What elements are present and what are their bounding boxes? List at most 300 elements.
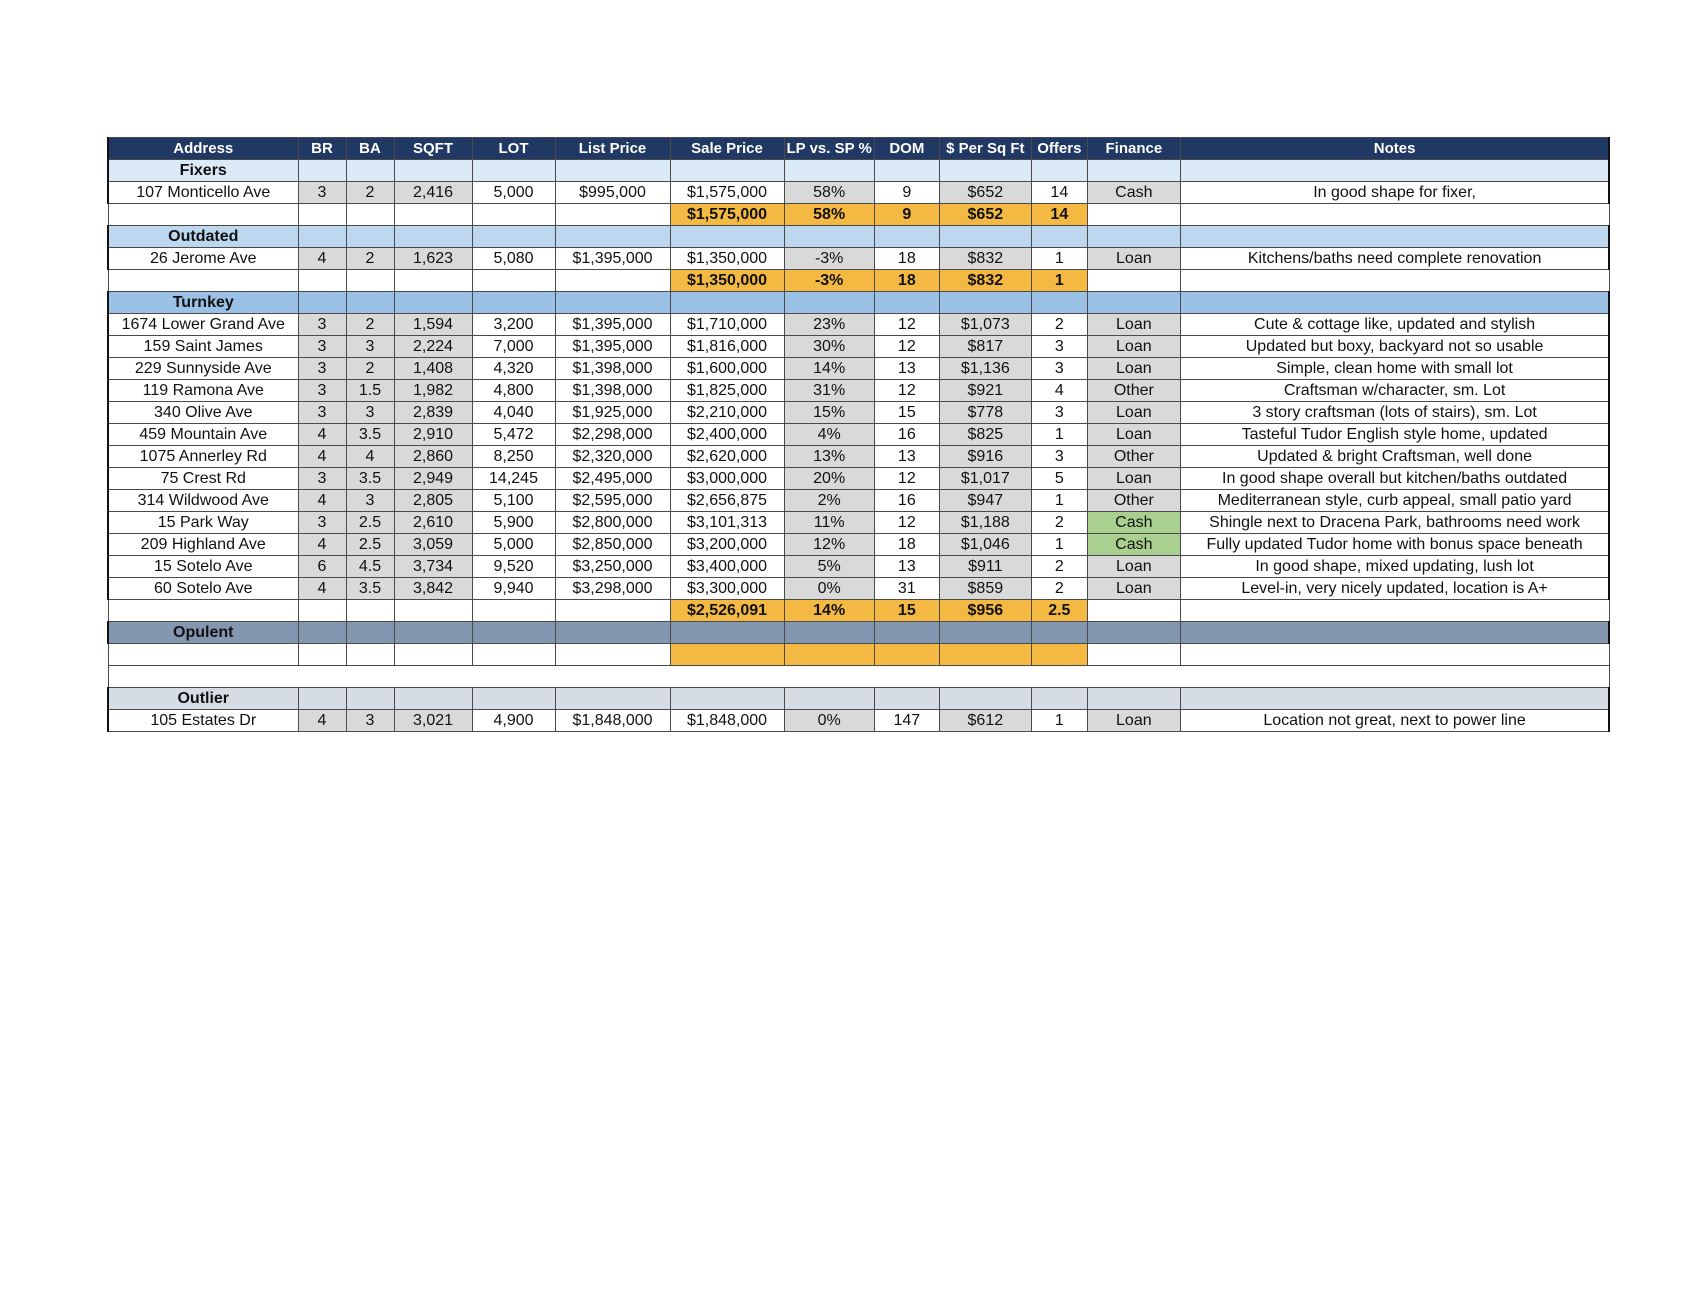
summary-ppsf: $956 xyxy=(939,600,1031,622)
summary-lpsp: 58% xyxy=(784,204,874,226)
cell-lpsp: 0% xyxy=(784,578,874,600)
cell-ba: 3.5 xyxy=(346,578,394,600)
section-cell xyxy=(346,688,394,710)
cell-dom: 16 xyxy=(874,490,939,512)
cell-finance: Other xyxy=(1087,380,1180,402)
table-row xyxy=(108,468,1609,490)
cell-ba: 4.5 xyxy=(346,556,394,578)
section-cell xyxy=(1087,688,1180,710)
cell-lot: 3,200 xyxy=(472,314,555,336)
section-cell xyxy=(784,226,874,248)
cell-offers: 3 xyxy=(1031,336,1087,358)
cell-sqft: 2,949 xyxy=(394,468,472,490)
header-price-per-sqft: $ Per Sq Ft xyxy=(939,138,1031,160)
section-cell xyxy=(394,292,472,314)
cell-address: 119 Ramona Ave xyxy=(108,380,298,402)
section-cell xyxy=(555,622,670,644)
cell-ba: 2 xyxy=(346,314,394,336)
section-cell xyxy=(298,622,346,644)
cell-lot: 4,900 xyxy=(472,710,555,732)
section-label-opulent: Opulent xyxy=(108,622,298,644)
summary-spacer xyxy=(472,270,555,292)
summary-sale: $2,526,091 xyxy=(670,600,784,622)
header-row xyxy=(108,138,1609,160)
summary-spacer xyxy=(394,644,472,666)
section-cell xyxy=(784,622,874,644)
section-cell xyxy=(939,160,1031,182)
cell-ba: 3 xyxy=(346,402,394,424)
cell-list: $1,398,000 xyxy=(555,358,670,380)
summary-spacer xyxy=(1087,204,1180,226)
header-finance: Finance xyxy=(1087,138,1180,160)
cell-ba: 2.5 xyxy=(346,534,394,556)
cell-sale: $1,825,000 xyxy=(670,380,784,402)
summary-spacer xyxy=(108,204,298,226)
summary-spacer xyxy=(298,270,346,292)
cell-ppsf: $1,188 xyxy=(939,512,1031,534)
cell-dom: 12 xyxy=(874,314,939,336)
cell-finance: Loan xyxy=(1087,710,1180,732)
cell-sale: $2,400,000 xyxy=(670,424,784,446)
summary-spacer xyxy=(298,204,346,226)
cell-finance: Loan xyxy=(1087,358,1180,380)
cell-br: 3 xyxy=(298,402,346,424)
section-cell xyxy=(346,160,394,182)
cell-sale: $2,210,000 xyxy=(670,402,784,424)
cell-list: $3,298,000 xyxy=(555,578,670,600)
section-cell xyxy=(784,160,874,182)
section-cell xyxy=(874,226,939,248)
cell-offers: 2 xyxy=(1031,556,1087,578)
cell-lpsp: 0% xyxy=(784,710,874,732)
cell-lpsp: 13% xyxy=(784,446,874,468)
cell-offers: 3 xyxy=(1031,402,1087,424)
section-cell xyxy=(1031,688,1087,710)
cell-lpsp: 58% xyxy=(784,182,874,204)
cell-offers: 1 xyxy=(1031,490,1087,512)
cell-list: $2,320,000 xyxy=(555,446,670,468)
cell-lot: 5,000 xyxy=(472,534,555,556)
summary-spacer xyxy=(472,644,555,666)
cell-lpsp: 12% xyxy=(784,534,874,556)
cell-dom: 12 xyxy=(874,380,939,402)
cell-lpsp: 31% xyxy=(784,380,874,402)
section-cell xyxy=(472,688,555,710)
cell-br: 4 xyxy=(298,248,346,270)
cell-notes: Updated & bright Craftsman, well done xyxy=(1180,446,1609,468)
cell-ppsf: $947 xyxy=(939,490,1031,512)
table-row xyxy=(108,710,1609,732)
cell-address: 15 Sotelo Ave xyxy=(108,556,298,578)
cell-offers: 1 xyxy=(1031,248,1087,270)
cell-list: $2,595,000 xyxy=(555,490,670,512)
cell-lpsp: 2% xyxy=(784,490,874,512)
cell-notes: Cute & cottage like, updated and stylish xyxy=(1180,314,1609,336)
header-lot: LOT xyxy=(472,138,555,160)
section-cell xyxy=(298,160,346,182)
cell-finance: Other xyxy=(1087,446,1180,468)
cell-notes: Kitchens/baths need complete renovation xyxy=(1180,248,1609,270)
cell-address: 15 Park Way xyxy=(108,512,298,534)
cell-list: $2,850,000 xyxy=(555,534,670,556)
cell-sqft: 3,734 xyxy=(394,556,472,578)
header-lp-vs-sp: LP vs. SP % xyxy=(784,138,874,160)
cell-lot: 5,100 xyxy=(472,490,555,512)
cell-sqft: 1,982 xyxy=(394,380,472,402)
section-cell xyxy=(1180,160,1609,182)
summary-ppsf xyxy=(939,644,1031,666)
cell-offers: 1 xyxy=(1031,534,1087,556)
cell-notes: Level-in, very nicely updated, location is A+ xyxy=(1180,578,1609,600)
summary-spacer xyxy=(1180,270,1609,292)
header-br: BR xyxy=(298,138,346,160)
cell-sqft: 3,842 xyxy=(394,578,472,600)
cell-notes: In good shape overall but kitchen/baths outdated xyxy=(1180,468,1609,490)
cell-offers: 3 xyxy=(1031,358,1087,380)
summary-spacer xyxy=(1180,204,1609,226)
summary-offers: 2.5 xyxy=(1031,600,1087,622)
cell-sale: $2,656,875 xyxy=(670,490,784,512)
cell-sale: $1,816,000 xyxy=(670,336,784,358)
section-cell xyxy=(874,622,939,644)
cell-finance: Loan xyxy=(1087,402,1180,424)
cell-dom: 9 xyxy=(874,182,939,204)
cell-ppsf: $825 xyxy=(939,424,1031,446)
section-cell xyxy=(670,226,784,248)
cell-sqft: 2,860 xyxy=(394,446,472,468)
cell-sale: $2,620,000 xyxy=(670,446,784,468)
section-cell xyxy=(394,622,472,644)
summary-offers: 1 xyxy=(1031,270,1087,292)
cell-notes: Mediterranean style, curb appeal, small patio yard xyxy=(1180,490,1609,512)
cell-finance: Loan xyxy=(1087,336,1180,358)
section-cell xyxy=(1087,292,1180,314)
cell-br: 3 xyxy=(298,314,346,336)
cell-br: 4 xyxy=(298,578,346,600)
cell-sale: $1,600,000 xyxy=(670,358,784,380)
summary-offers: 14 xyxy=(1031,204,1087,226)
cell-ppsf: $921 xyxy=(939,380,1031,402)
summary-ppsf: $832 xyxy=(939,270,1031,292)
header-address: Address xyxy=(108,138,298,160)
summary-spacer xyxy=(346,204,394,226)
cell-notes: Craftsman w/character, sm. Lot xyxy=(1180,380,1609,402)
cell-dom: 18 xyxy=(874,534,939,556)
cell-offers: 2 xyxy=(1031,512,1087,534)
cell-sale: $1,848,000 xyxy=(670,710,784,732)
section-label-outdated: Outdated xyxy=(108,226,298,248)
cell-br: 4 xyxy=(298,490,346,512)
cell-lot: 9,940 xyxy=(472,578,555,600)
summary-row-opulent xyxy=(108,644,1609,666)
summary-spacer xyxy=(298,600,346,622)
section-cell xyxy=(472,226,555,248)
cell-ba: 3 xyxy=(346,710,394,732)
cell-lpsp: 20% xyxy=(784,468,874,490)
section-cell xyxy=(555,292,670,314)
section-cell xyxy=(472,160,555,182)
cell-sqft: 3,021 xyxy=(394,710,472,732)
section-cell xyxy=(939,292,1031,314)
header-sale-price: Sale Price xyxy=(670,138,784,160)
cell-sqft: 2,416 xyxy=(394,182,472,204)
cell-dom: 13 xyxy=(874,446,939,468)
cell-finance: Cash xyxy=(1087,182,1180,204)
summary-row-turnkey xyxy=(108,600,1609,622)
cell-br: 4 xyxy=(298,534,346,556)
section-cell xyxy=(1031,160,1087,182)
section-row-outlier xyxy=(108,688,1609,710)
cell-offers: 5 xyxy=(1031,468,1087,490)
cell-ba: 4 xyxy=(346,446,394,468)
cell-finance: Loan xyxy=(1087,578,1180,600)
cell-lot: 7,000 xyxy=(472,336,555,358)
cell-ba: 2 xyxy=(346,248,394,270)
cell-finance: Loan xyxy=(1087,314,1180,336)
section-cell xyxy=(874,160,939,182)
cell-lot: 5,900 xyxy=(472,512,555,534)
cell-br: 3 xyxy=(298,358,346,380)
section-cell xyxy=(394,688,472,710)
cell-ba: 2 xyxy=(346,182,394,204)
cell-ppsf: $1,136 xyxy=(939,358,1031,380)
summary-spacer xyxy=(346,644,394,666)
cell-br: 6 xyxy=(298,556,346,578)
cell-sale: $3,400,000 xyxy=(670,556,784,578)
section-cell xyxy=(1180,622,1609,644)
cell-offers: 3 xyxy=(1031,446,1087,468)
section-cell xyxy=(1180,688,1609,710)
summary-sale: $1,575,000 xyxy=(670,204,784,226)
cell-dom: 12 xyxy=(874,468,939,490)
cell-sqft: 2,910 xyxy=(394,424,472,446)
section-cell xyxy=(939,622,1031,644)
cell-list: $1,398,000 xyxy=(555,380,670,402)
cell-lpsp: 23% xyxy=(784,314,874,336)
cell-list: $1,395,000 xyxy=(555,248,670,270)
section-label-fixers: Fixers xyxy=(108,160,298,182)
cell-lot: 9,520 xyxy=(472,556,555,578)
cell-notes: 3 story craftsman (lots of stairs), sm. Lot xyxy=(1180,402,1609,424)
summary-spacer xyxy=(394,270,472,292)
section-cell xyxy=(670,292,784,314)
cell-ppsf: $1,073 xyxy=(939,314,1031,336)
section-cell xyxy=(472,622,555,644)
cell-list: $995,000 xyxy=(555,182,670,204)
cell-address: 1674 Lower Grand Ave xyxy=(108,314,298,336)
cell-ba: 3 xyxy=(346,490,394,512)
cell-ba: 1.5 xyxy=(346,380,394,402)
cell-sale: $1,710,000 xyxy=(670,314,784,336)
section-cell xyxy=(1087,622,1180,644)
section-cell xyxy=(555,688,670,710)
cell-address: 159 Saint James xyxy=(108,336,298,358)
section-cell xyxy=(939,688,1031,710)
section-cell xyxy=(784,292,874,314)
cell-sqft: 1,408 xyxy=(394,358,472,380)
summary-lpsp: 14% xyxy=(784,600,874,622)
cell-lot: 14,245 xyxy=(472,468,555,490)
cell-br: 3 xyxy=(298,468,346,490)
summary-spacer xyxy=(394,204,472,226)
cell-notes: Location not great, next to power line xyxy=(1180,710,1609,732)
section-cell xyxy=(346,292,394,314)
section-cell xyxy=(346,226,394,248)
spacer-row xyxy=(108,666,1609,688)
cell-finance: Other xyxy=(1087,490,1180,512)
summary-lpsp: -3% xyxy=(784,270,874,292)
section-label-turnkey: Turnkey xyxy=(108,292,298,314)
summary-spacer xyxy=(108,270,298,292)
cell-br: 3 xyxy=(298,182,346,204)
cell-ppsf: $612 xyxy=(939,710,1031,732)
section-cell xyxy=(874,292,939,314)
cell-address: 60 Sotelo Ave xyxy=(108,578,298,600)
section-cell xyxy=(1180,226,1609,248)
section-cell xyxy=(298,226,346,248)
section-cell xyxy=(1031,622,1087,644)
section-cell xyxy=(670,160,784,182)
summary-dom xyxy=(874,644,939,666)
summary-spacer xyxy=(108,600,298,622)
cell-lpsp: 11% xyxy=(784,512,874,534)
header-offers: Offers xyxy=(1031,138,1087,160)
cell-dom: 15 xyxy=(874,402,939,424)
summary-spacer xyxy=(298,644,346,666)
cell-list: $2,298,000 xyxy=(555,424,670,446)
cell-lpsp: 14% xyxy=(784,358,874,380)
table-row xyxy=(108,424,1609,446)
cell-lot: 5,000 xyxy=(472,182,555,204)
cell-sale: $3,000,000 xyxy=(670,468,784,490)
spacer-cell xyxy=(108,666,1609,688)
header-ba: BA xyxy=(346,138,394,160)
cell-lot: 4,040 xyxy=(472,402,555,424)
summary-dom: 9 xyxy=(874,204,939,226)
summary-spacer xyxy=(1087,644,1180,666)
cell-finance: Cash xyxy=(1087,512,1180,534)
cell-lpsp: 30% xyxy=(784,336,874,358)
section-cell xyxy=(346,622,394,644)
summary-spacer xyxy=(108,644,298,666)
cell-ppsf: $652 xyxy=(939,182,1031,204)
cell-list: $1,925,000 xyxy=(555,402,670,424)
cell-sqft: 2,610 xyxy=(394,512,472,534)
cell-notes: Simple, clean home with small lot xyxy=(1180,358,1609,380)
cell-ba: 3.5 xyxy=(346,468,394,490)
cell-finance: Loan xyxy=(1087,556,1180,578)
section-row-opulent xyxy=(108,622,1609,644)
summary-row-fixers xyxy=(108,204,1609,226)
cell-address: 459 Mountain Ave xyxy=(108,424,298,446)
cell-address: 75 Crest Rd xyxy=(108,468,298,490)
cell-dom: 31 xyxy=(874,578,939,600)
summary-dom: 18 xyxy=(874,270,939,292)
cell-dom: 13 xyxy=(874,556,939,578)
cell-offers: 14 xyxy=(1031,182,1087,204)
cell-finance: Loan xyxy=(1087,468,1180,490)
cell-lot: 5,472 xyxy=(472,424,555,446)
cell-ppsf: $817 xyxy=(939,336,1031,358)
cell-br: 3 xyxy=(298,336,346,358)
header-dom: DOM xyxy=(874,138,939,160)
cell-lot: 4,800 xyxy=(472,380,555,402)
table-row xyxy=(108,490,1609,512)
cell-dom: 13 xyxy=(874,358,939,380)
summary-spacer xyxy=(346,600,394,622)
section-row-outdated xyxy=(108,226,1609,248)
section-cell xyxy=(1087,160,1180,182)
header-list-price: List Price xyxy=(555,138,670,160)
section-cell xyxy=(1180,292,1609,314)
header-notes: Notes xyxy=(1180,138,1609,160)
cell-address: 209 Highland Ave xyxy=(108,534,298,556)
section-row-fixers xyxy=(108,160,1609,182)
cell-sqft: 1,594 xyxy=(394,314,472,336)
cell-offers: 4 xyxy=(1031,380,1087,402)
section-cell xyxy=(1031,292,1087,314)
cell-sqft: 2,839 xyxy=(394,402,472,424)
cell-sqft: 3,059 xyxy=(394,534,472,556)
cell-br: 3 xyxy=(298,380,346,402)
table-row xyxy=(108,380,1609,402)
section-cell xyxy=(874,688,939,710)
cell-address: 105 Estates Dr xyxy=(108,710,298,732)
cell-ppsf: $911 xyxy=(939,556,1031,578)
header-sqft: SQFT xyxy=(394,138,472,160)
cell-list: $1,848,000 xyxy=(555,710,670,732)
summary-lpsp xyxy=(784,644,874,666)
cell-sqft: 2,805 xyxy=(394,490,472,512)
cell-list: $1,395,000 xyxy=(555,314,670,336)
section-cell xyxy=(1031,226,1087,248)
cell-sale: $3,101,313 xyxy=(670,512,784,534)
cell-ba: 3 xyxy=(346,336,394,358)
cell-address: 340 Olive Ave xyxy=(108,402,298,424)
summary-spacer xyxy=(1180,600,1609,622)
summary-spacer xyxy=(555,270,670,292)
summary-sale: $1,350,000 xyxy=(670,270,784,292)
summary-spacer xyxy=(1087,270,1180,292)
cell-br: 4 xyxy=(298,710,346,732)
section-cell xyxy=(394,160,472,182)
section-row-turnkey xyxy=(108,292,1609,314)
summary-spacer xyxy=(555,644,670,666)
cell-notes: Shingle next to Dracena Park, bathrooms need work xyxy=(1180,512,1609,534)
cell-dom: 16 xyxy=(874,424,939,446)
table-row xyxy=(108,446,1609,468)
cell-lpsp: 4% xyxy=(784,424,874,446)
cell-ppsf: $859 xyxy=(939,578,1031,600)
cell-sale: $1,575,000 xyxy=(670,182,784,204)
table-row xyxy=(108,556,1609,578)
section-cell xyxy=(670,688,784,710)
cell-dom: 12 xyxy=(874,512,939,534)
cell-notes: Fully updated Tudor home with bonus space beneath xyxy=(1180,534,1609,556)
summary-spacer xyxy=(394,600,472,622)
cell-finance: Loan xyxy=(1087,248,1180,270)
cell-offers: 2 xyxy=(1031,314,1087,336)
cell-lpsp: 5% xyxy=(784,556,874,578)
cell-finance: Loan xyxy=(1087,424,1180,446)
cell-sqft: 2,224 xyxy=(394,336,472,358)
table-row xyxy=(108,336,1609,358)
comparables-table xyxy=(107,137,1610,732)
cell-ba: 2 xyxy=(346,358,394,380)
cell-sqft: 1,623 xyxy=(394,248,472,270)
cell-br: 3 xyxy=(298,512,346,534)
cell-sale: $1,350,000 xyxy=(670,248,784,270)
